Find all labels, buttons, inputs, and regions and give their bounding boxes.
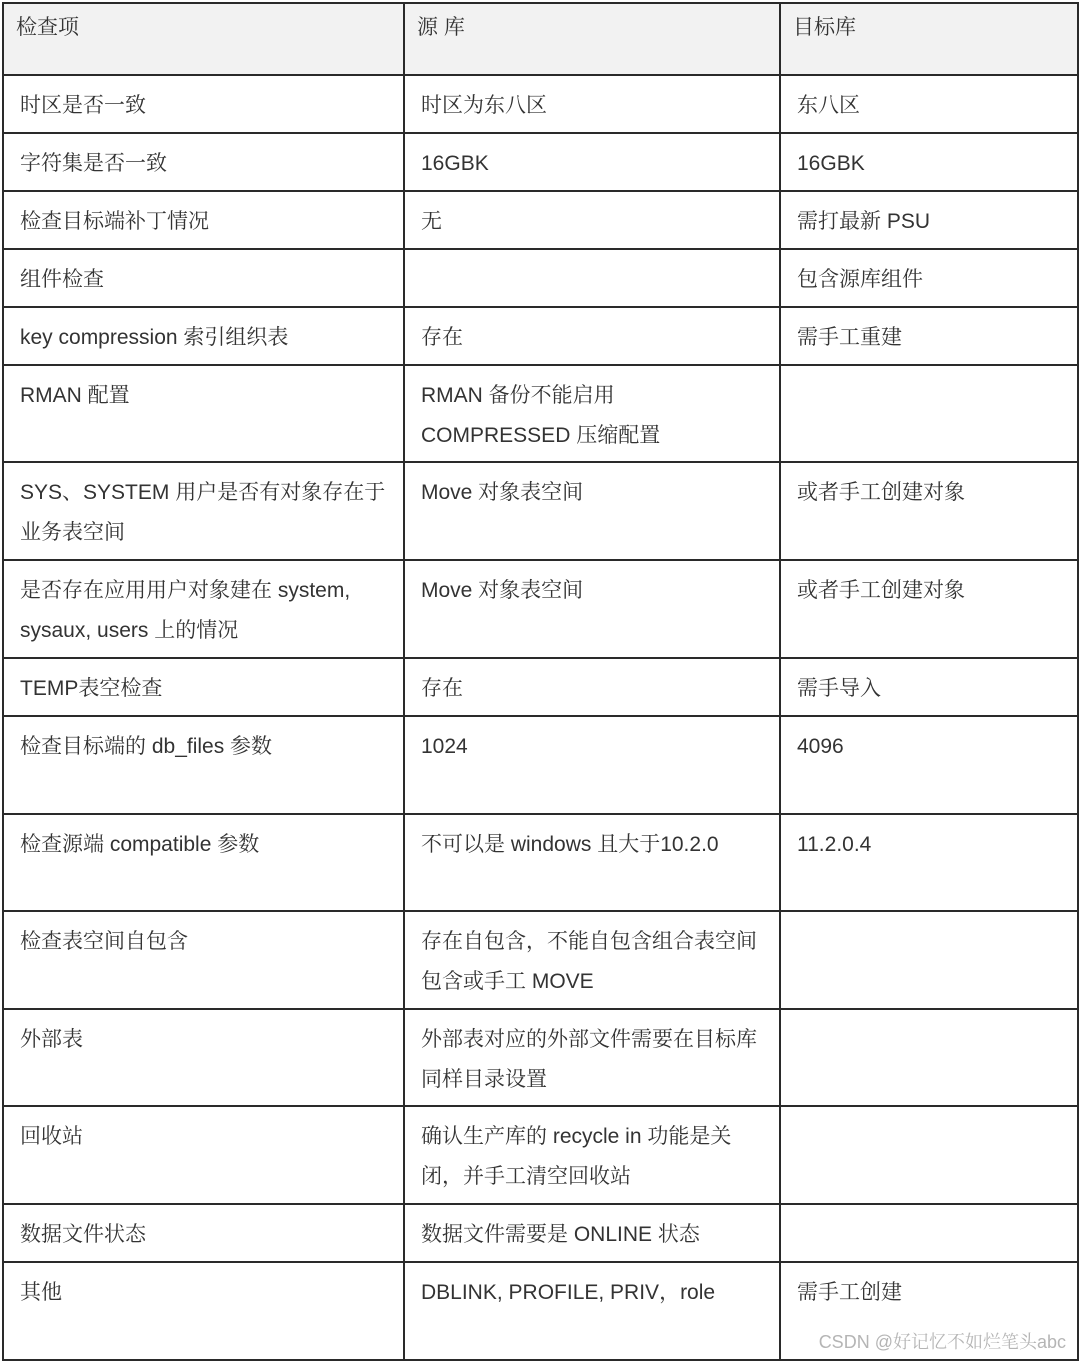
watermark: CSDN @好记忆不如烂笔头abc [818, 1332, 1066, 1352]
cell-target-db: 16GBK [780, 133, 1078, 191]
table-row [3, 1106, 1078, 1204]
cell-target-db: 包含源库组件 [780, 249, 1078, 307]
cell-source-db: 时区为东八区 [404, 75, 780, 133]
cell-source-db: RMAN 备份不能启用 COMPRESSED 压缩配置 [404, 365, 780, 462]
cell-target-db [780, 1009, 1078, 1106]
cell-source-db: Move 对象表空间 [404, 462, 780, 560]
cell-check-item: 检查目标端补丁情况 [3, 191, 404, 249]
cell-target-db [780, 365, 1078, 462]
cell-check-item: 检查表空间自包含 [3, 911, 404, 1009]
cell-source-db: 外部表对应的外部文件需要在目标库同样目录设置 [404, 1009, 780, 1106]
cell-target-db: 需打最新 PSU [780, 191, 1078, 249]
cell-check-item: 检查源端 compatible 参数 [3, 814, 404, 911]
table-row [3, 249, 1078, 307]
cell-check-item: SYS、SYSTEM 用户是否有对象存在于业务表空间 [3, 462, 404, 560]
cell-source-db: 存在 [404, 307, 780, 365]
cell-target-db: 或者手工创建对象 [780, 560, 1078, 658]
cell-source-db: 数据文件需要是 ONLINE 状态 [404, 1204, 780, 1262]
cell-target-db [780, 911, 1078, 1009]
cell-source-db: Move 对象表空间 [404, 560, 780, 658]
cell-target-db: 东八区 [780, 75, 1078, 133]
cell-check-item: TEMP表空检查 [3, 658, 404, 716]
cell-check-item: 时区是否一致 [3, 75, 404, 133]
table-row [3, 716, 1078, 814]
cell-source-db: 不可以是 windows 且大于10.2.0 [404, 814, 780, 911]
table-row [3, 462, 1078, 560]
table-row [3, 1204, 1078, 1262]
cell-check-item: key compression 索引组织表 [3, 307, 404, 365]
cell-source-db: 无 [404, 191, 780, 249]
cell-check-item: 回收站 [3, 1106, 404, 1204]
header-source-db: 源 库 [404, 3, 780, 75]
table-row [3, 365, 1078, 462]
cell-check-item: 其他 [3, 1262, 404, 1360]
cell-source-db [404, 249, 780, 307]
cell-source-db: 存在自包含，不能自包含组合表空间包含或手工 MOVE [404, 911, 780, 1009]
header-row [3, 3, 1078, 75]
cell-target-db: 需手工重建 [780, 307, 1078, 365]
cell-target-db: 或者手工创建对象 [780, 462, 1078, 560]
table-row [3, 911, 1078, 1009]
table-row [3, 560, 1078, 658]
cell-target-db: 需手工创建 [780, 1262, 1078, 1360]
header-target-db: 目标库 [780, 3, 1078, 75]
cell-source-db: 16GBK [404, 133, 780, 191]
cell-source-db: DBLINK, PROFILE, PRIV，role [404, 1262, 780, 1360]
cell-source-db: 确认生产库的 recycle in 功能是关闭，并手工清空回收站 [404, 1106, 780, 1204]
cell-check-item: RMAN 配置 [3, 365, 404, 462]
table-row [3, 814, 1078, 911]
cell-target-db: 需手导入 [780, 658, 1078, 716]
cell-source-db: 1024 [404, 716, 780, 814]
table-row [3, 133, 1078, 191]
cell-check-item: 数据文件状态 [3, 1204, 404, 1262]
check-table [2, 2, 1079, 1361]
cell-check-item: 组件检查 [3, 249, 404, 307]
table-row [3, 307, 1078, 365]
cell-check-item: 是否存在应用用户对象建在 system, sysaux, users 上的情况 [3, 560, 404, 658]
table-row [3, 658, 1078, 716]
cell-target-db [780, 1204, 1078, 1262]
cell-target-db [780, 1106, 1078, 1204]
header-check-item: 检查项 [3, 3, 404, 75]
cell-target-db: 11.2.0.4 [780, 814, 1078, 911]
cell-check-item: 字符集是否一致 [3, 133, 404, 191]
cell-check-item: 外部表 [3, 1009, 404, 1106]
table-row [3, 191, 1078, 249]
cell-target-db: 4096 [780, 716, 1078, 814]
table-row [3, 1009, 1078, 1106]
cell-source-db: 存在 [404, 658, 780, 716]
table-row [3, 75, 1078, 133]
cell-check-item: 检查目标端的 db_files 参数 [3, 716, 404, 814]
